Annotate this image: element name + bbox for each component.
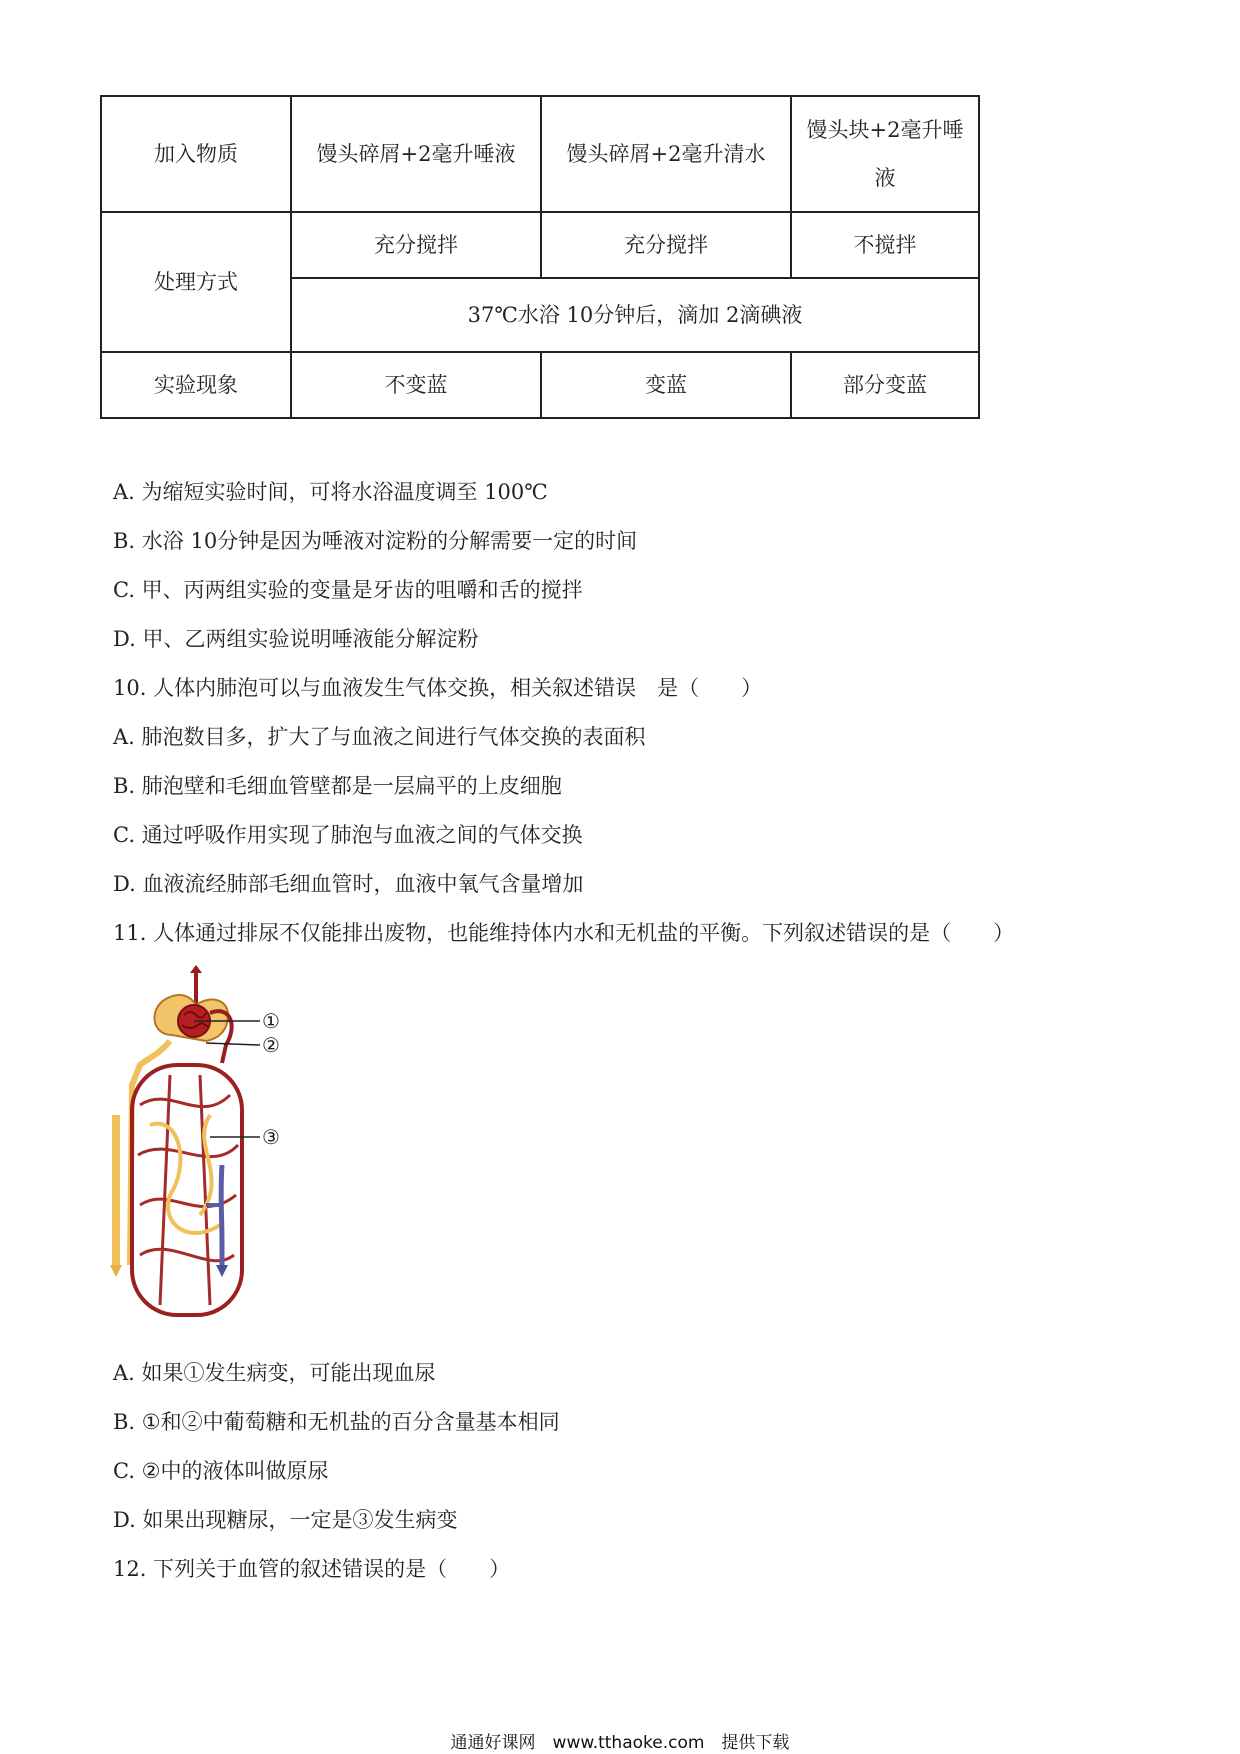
vein (221, 1165, 222, 1265)
label-1: ① (262, 1009, 280, 1033)
table-row (101, 212, 979, 278)
question-10-stem: 10. 人体内肺泡可以与血液发生气体交换，相关叙述错误 是（ ） (113, 676, 763, 700)
option-c: C. 甲、丙两组实验的变量是牙齿的咀嚼和舌的搅拌 (113, 578, 583, 602)
table-cell: 不变蓝 (291, 352, 541, 418)
experiment-table (100, 95, 980, 419)
table-cell: 馒头块+2毫升唾液 (791, 96, 979, 212)
table-cell: 馒头碎屑+2毫升唾液 (291, 96, 541, 212)
option-c: C. 通过呼吸作用实现了肺泡与血液之间的气体交换 (113, 823, 583, 847)
option-c: C. ②中的液体叫做原尿 (113, 1459, 329, 1483)
option-d: D. 如果出现糖尿，一定是③发生病变 (113, 1508, 458, 1532)
table-cell: 部分变蓝 (791, 352, 979, 418)
table-cell: 馒头碎屑+2毫升清水 (541, 96, 791, 212)
arrow-down-icon (216, 1265, 228, 1277)
option-a: A. 为缩短实验时间，可将水浴温度调至 100℃ (113, 480, 548, 504)
table-row (101, 96, 979, 212)
table-cell: 充分搅拌 (291, 212, 541, 278)
question-12-stem: 12. 下列关于血管的叙述错误的是（ ） (113, 1557, 511, 1581)
label-3: ③ (262, 1125, 280, 1149)
option-b: B. ①和②中葡萄糖和无机盐的百分含量基本相同 (113, 1410, 560, 1434)
merged-cell: 37℃水浴 10分钟后，滴加 2滴碘液 (291, 278, 979, 352)
table-row (101, 352, 979, 418)
table-cell: 不搅拌 (791, 212, 979, 278)
option-d: D. 甲、乙两组实验说明唾液能分解淀粉 (113, 627, 479, 651)
table-cell: 充分搅拌 (541, 212, 791, 278)
row-header: 加入物质 (101, 96, 291, 212)
table-cell: 变蓝 (541, 352, 791, 418)
capillary-network (132, 1065, 242, 1315)
arrow-down-icon (110, 1265, 122, 1277)
option-b: B. 肺泡壁和毛细血管壁都是一层扁平的上皮细胞 (113, 774, 562, 798)
option-a: A. 如果①发生病变，可能出现血尿 (113, 1361, 436, 1385)
footer-text: 通通好课网 www.tthaoke.com 提供下载 (450, 1733, 790, 1753)
question-11-stem: 11. 人体通过排尿不仅能排出废物，也能维持体内水和无机盐的平衡。下列叙述错误的是（ ） (113, 921, 1015, 945)
nephron-diagram (110, 965, 320, 1335)
option-d: D. 血液流经肺部毛细血管时，血液中氧气含量增加 (113, 872, 584, 896)
option-b: B. 水浴 10分钟是因为唾液对淀粉的分解需要一定的时间 (113, 529, 638, 553)
label-2: ② (262, 1033, 280, 1057)
row-header: 实验现象 (101, 352, 291, 418)
arrow-icon (190, 965, 202, 973)
row-header: 处理方式 (101, 212, 291, 352)
option-a: A. 肺泡数目多，扩大了与血液之间进行气体交换的表面积 (113, 725, 646, 749)
